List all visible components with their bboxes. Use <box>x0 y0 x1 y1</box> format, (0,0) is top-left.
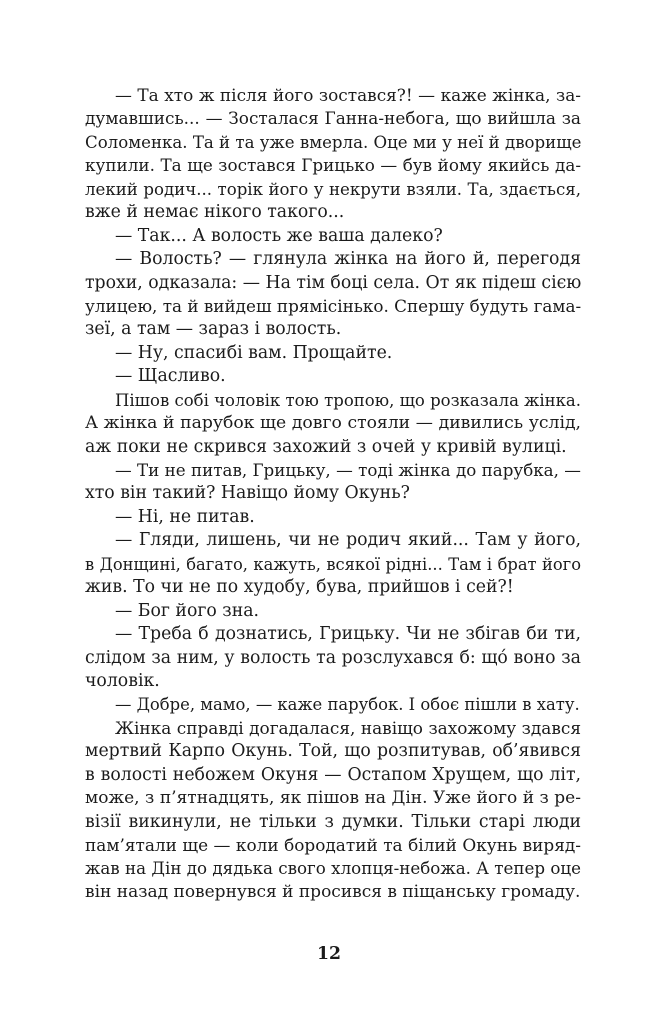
text-line: аж поки не скрився захожий з очей у кривій вулиці. <box>85 436 567 457</box>
text-line: Пішов собі чоловік тою тропою, що розказала жінка. <box>115 390 581 410</box>
text-line: купили. Та ще зостався Грицько — був йому якийсь да- <box>85 155 581 176</box>
text-line: зеї, а там — зараз і волость. <box>85 319 342 340</box>
text-line: думавшись... — Зосталася Ганна-небога, що вийшла за <box>85 108 581 129</box>
text-line: — Та хто ж після його зостався?! — каже жінка, за- <box>115 85 581 105</box>
text-line: візії викинули, не тільки з думки. Тільки старі люди <box>85 811 581 832</box>
text-line: він назад повернувся й просився в піщанську громаду. <box>85 881 581 902</box>
text-line: — Ні, не питав. <box>115 506 255 527</box>
text-line: А жінка й парубок ще довго стояли — дивились услід, <box>85 413 581 434</box>
text-line: лекий родич... торік його у некрути взяли. Та, здається, <box>85 179 581 199</box>
text-line: хто він такий? Навіщо йому Окунь? <box>85 483 410 504</box>
text-line: Жінка справді догадалася, навіщо захожому здався <box>115 717 581 738</box>
text-line: — Так... А волость же ваша далеко? <box>115 225 443 246</box>
text-line: вже й немає нікого такого... <box>85 202 345 223</box>
text-line: в Донщині, багато, кажуть, всякої рідні... Там і брат його <box>85 554 581 574</box>
text-line: — Бог його зна. <box>115 600 260 621</box>
text-line: — Ти не питав, Грицьку, — тоді жінка до парубка, — <box>115 460 581 480</box>
page-number: 12 <box>316 944 342 964</box>
text-line: — Щасливо. <box>115 366 226 387</box>
text-line: — Добре, мамо, — каже парубок. І обоє пішли в хату. <box>115 695 580 715</box>
text-line: слідом за ним, у волость та розслухався б: що́ воно за <box>85 647 581 668</box>
text-line: — Ну, спасибі вам. Прощайте. <box>115 342 393 363</box>
text-line: чоловік. <box>85 670 160 691</box>
text-line: — Волость? — глянула жінка на його й, перегодя <box>115 249 581 270</box>
text-line: в волості небожем Окуня — Остапом Хрущем, що літ, <box>85 764 581 785</box>
text-line: — Треба б дознатись, Грицьку. Чи не збігав би ти, <box>115 624 581 645</box>
text-line: жив. То чи не по худобу, бува, прийшов і сей?! <box>85 577 514 598</box>
text-line: жав на Дін до дядька свого хлопця-небожа. А тепер оце <box>85 858 581 879</box>
text-line: пам’ятали ще — коли бородатий та білий Окунь виряд- <box>85 835 581 855</box>
text-line: — Гляди, лишень, чи не родич який... Там у його, <box>115 530 581 551</box>
text-line: улицею, та й вийдеш прямісінько. Спершу будуть гама- <box>85 295 582 316</box>
text-line: Соломенка. Та й та уже вмерла. Оце ми у неї й дворище <box>85 132 582 152</box>
text-line: може, з п’ятнадцять, як пішов на Дін. Уже його й з ре- <box>85 788 581 809</box>
text-line: мертвий Карпо Окунь. Той, що розпитував, об’явився <box>85 741 581 762</box>
text-line: трохи, одказала: — На тім боці села. От як підеш сією <box>85 272 582 293</box>
body-text <box>85 84 581 904</box>
